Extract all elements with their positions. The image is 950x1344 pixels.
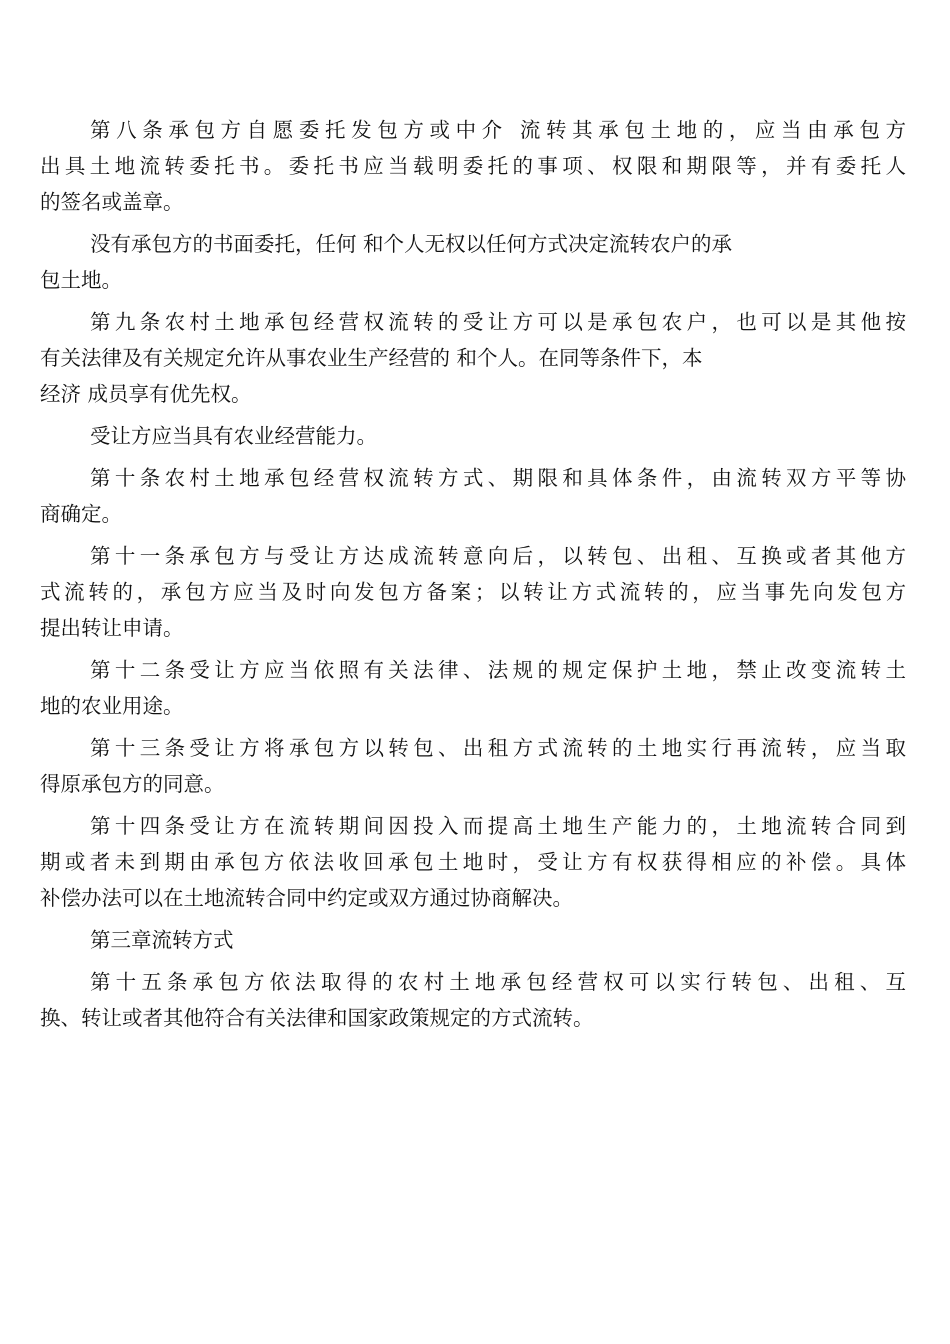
text-line: 得原承包方的同意。 bbox=[40, 772, 225, 796]
text-line: 商确定。 bbox=[40, 502, 122, 526]
text-line: 第十四条受让方在流转期间因投入而提高土地生产能力的，土地流转合同到 bbox=[90, 814, 906, 838]
paragraph-article-11 bbox=[40, 538, 906, 646]
text-line: 包土地。 bbox=[40, 268, 122, 292]
text-line: 式流转的，承包方应当及时向发包方备案；以转让方式流转的，应当事先向发包方 bbox=[40, 580, 906, 604]
text-line: 经济 成员享有优先权。 bbox=[40, 382, 252, 406]
text-line: 第十三条受让方将承包方以转包、出租方式流转的土地实行再流转，应当取 bbox=[90, 736, 906, 760]
text-line: 第十五条承包方依法取得的农村土地承包经营权可以实行转包、出租、互 bbox=[90, 970, 906, 994]
text-line: 补偿办法可以在土地流转合同中约定或双方通过协商解决。 bbox=[40, 886, 573, 910]
text-line: 换、转让或者其他符合有关法律和国家政策规定的方式流转。 bbox=[40, 1006, 594, 1030]
paragraph-article-8 bbox=[40, 112, 906, 220]
text-line: 第八条承包方自愿委托发包方或中介 流转其承包土地的，应当由承包方 bbox=[90, 118, 906, 142]
paragraph-article-13 bbox=[40, 730, 906, 802]
text-line: 第十一条承包方与受让方达成流转意向后，以转包、出租、互换或者其他方 bbox=[90, 544, 906, 568]
text-line: 出具土地流转委托书。委托书应当载明委托的事项、权限和期限等，并有委托人 bbox=[40, 154, 906, 178]
paragraph-article-12 bbox=[40, 652, 906, 724]
text-line: 受让方应当具有农业经营能力。 bbox=[90, 424, 377, 448]
text-line: 期或者未到期由承包方依法收回承包土地时，受让方有权获得相应的补偿。具体 bbox=[40, 850, 906, 874]
text-line: 第九条农村土地承包经营权流转的受让方可以是承包农户，也可以是其他按 bbox=[90, 310, 906, 334]
paragraph-written-entrustment bbox=[40, 226, 906, 298]
text-line: 的签名或盖章。 bbox=[40, 190, 184, 214]
chapter-heading bbox=[40, 922, 906, 958]
text-line: 第十条农村土地承包经营权流转方式、期限和具体条件，由流转双方平等协 bbox=[90, 466, 906, 490]
text-line: 没有承包方的书面委托，任何 和个人无权以任何方式决定流转农户的承 bbox=[90, 232, 733, 256]
paragraph-article-10 bbox=[40, 460, 906, 532]
document-page bbox=[40, 112, 906, 1042]
paragraph-article-14 bbox=[40, 808, 906, 916]
text-line: 地的农业用途。 bbox=[40, 694, 184, 718]
text-line: 第三章流转方式 bbox=[90, 928, 234, 952]
paragraph-transferee-capability bbox=[40, 418, 906, 454]
paragraph-article-9 bbox=[40, 304, 906, 412]
paragraph-article-15 bbox=[40, 964, 906, 1036]
text-line: 提出转让申请。 bbox=[40, 616, 184, 640]
text-line: 有关法律及有关规定允许从事农业生产经营的 和个人。在同等条件下，本 bbox=[40, 346, 703, 370]
text-line: 第十二条受让方应当依照有关法律、法规的规定保护土地，禁止改变流转土 bbox=[90, 658, 906, 682]
